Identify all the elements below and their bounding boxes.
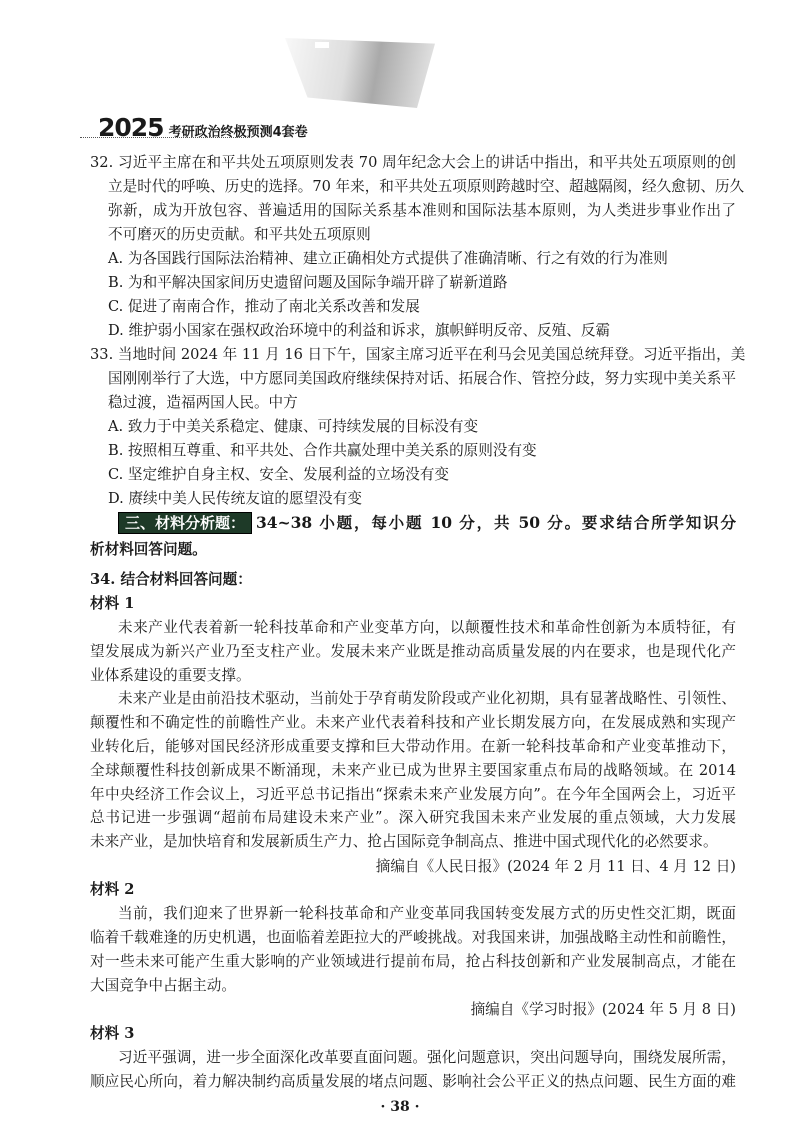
header-year: 2025	[98, 113, 164, 142]
material-text-line: 顺应民心所向，着力解决制约高质量发展的堵点问题、影响社会公平正义的热点问题、民生方面的难	[90, 1073, 736, 1090]
header-title: 考研政治终极预测4套卷	[168, 125, 308, 140]
material-label: 材料 2	[90, 881, 135, 898]
question-title: 34. 结合材料回答问题：	[90, 571, 252, 588]
material-label: 材料 3	[90, 1025, 135, 1042]
answer-option: A. 致力于中美关系稳定、健康、可持续发展的目标没有变	[108, 418, 479, 435]
material-text-line: 习近平强调，进一步全面深化改革要直面问题。强化问题意识，突出问题导向，围绕发展所需，	[118, 1049, 736, 1066]
answer-option: D. 维护弱小国家在强权政治环境中的利益和诉求，旗帜鲜明反帝、反殖、反霸	[108, 322, 611, 339]
question-stem-line: 立是时代的呼唤、历史的选择。70 年来，和平共处五项原则跨越时空、超越隔阂，经久愈韧、历久	[108, 178, 745, 195]
header-decoration	[285, 38, 435, 108]
section-instructions: 34~38 小题，每小题 10 分，共 50 分。要求结合所学知识分	[256, 513, 737, 532]
answer-option: B. 按照相互尊重、和平共处、合作共赢处理中美关系的原则没有变	[108, 442, 537, 459]
material-text-line: 未来产业代表着新一轮科技革命和产业变革方向，以颠覆性技术和革命性创新为本质特征，有	[118, 619, 736, 636]
question-stem-line: 32. 习近平主席在和平共处五项原则发表 70 周年纪念大会上的讲话中指出，和平共处五项原则的创	[90, 154, 736, 171]
section-instructions-cont: 析材料回答问题。	[90, 541, 207, 558]
header-decoration-mark	[315, 42, 329, 48]
question-stem-line: 不可磨灭的历史贡献。和平共处五项原则	[108, 226, 371, 243]
material-text-line: 年中央经济工作会议上，习近平总书记指出“探索未来产业发展方向”。在今年全国两会上，习近平	[90, 785, 736, 803]
material-text-line: 当前，我们迎来了世界新一轮科技革命和产业变革同我国转变发展方式的历史性交汇期，既面	[118, 905, 736, 922]
material-text-line: 颠覆性和不确定性的前瞻性产业。未来产业代表着科技和产业长期发展方向，在发展成熟和实现产	[90, 714, 736, 732]
answer-option: D. 赓续中美人民传统友谊的愿望没有变	[108, 490, 362, 507]
page-number: · 38 ·	[380, 1099, 420, 1115]
answer-option: B. 为和平解决国家间历史遗留问题及国际争端开辟了崭新道路	[108, 274, 508, 291]
material-text-line: 未来产业，是加快培育和发展新质生产力、抢占国际竞争制高点、推进中国式现代化的必然要求。	[90, 833, 718, 851]
question-stem-line: 稳过渡，造福两国人民。中方	[108, 394, 298, 411]
header-divider	[80, 137, 250, 138]
material-source: 摘编自《学习时报》(2024 年 5 月 8 日)	[470, 1001, 736, 1018]
question-stem-line: 弥新，成为开放包容、普遍适用的国际关系基本准则和国际法基本原则，为人类进步事业作出了	[108, 202, 736, 219]
material-text-line: 临着千载难逢的历史机遇，也面临着差距拉大的严峻挑战。对我国来讲，加强战略主动性和前瞻性，	[90, 929, 736, 946]
section-tag: 三、材料分析题：	[118, 512, 252, 534]
question-stem-line: 33. 当地时间 2024 年 11 月 16 日下午，国家主席习近平在利马会见美国总统拜登。习近平指出，美	[90, 346, 746, 363]
material-text-line: 未来产业是由前沿技术驱动，当前处于孕育萌发阶段或产业化初期，具有显著战略性、引领性、	[118, 690, 736, 708]
question-stem-line: 国刚刚举行了大选，中方愿同美国政府继续保持对话、拓展合作、管控分歧，努力实现中美关系平	[108, 370, 736, 387]
answer-option: C. 坚定维护自身主权、安全、发展利益的立场没有变	[108, 466, 449, 483]
material-text-line: 大国竞争中占据主动。	[90, 977, 236, 994]
material-text-line: 总书记进一步强调“超前布局建设未来产业”。深入研究我国未来产业发展的重点领域，大力发展	[90, 809, 736, 827]
material-label: 材料 1	[90, 595, 135, 612]
material-text-line: 全球颠覆性科技创新成果不断涌现，未来产业已成为世界主要国家重点布局的战略领域。在 2014	[90, 761, 736, 779]
material-text-line: 业转化后，能够对国民经济形成重要支撑和巨大带动作用。在新一轮科技革命和产业变革推动下，	[90, 738, 736, 755]
material-text-line: 业体系建设的重要支撑。	[90, 666, 251, 684]
answer-option: A. 为各国践行国际法治精神、建立正确相处方式提供了准确清晰、行之有效的行为准则	[108, 250, 668, 267]
material-text-line: 望发展成为新兴产业乃至支柱产业。发展未来产业既是推动高质量发展的内在要求，也是现代化产	[90, 642, 736, 660]
answer-option: C. 促进了南南合作，推动了南北关系改善和发展	[108, 298, 420, 315]
material-text-line: 对一些未来可能产生重大影响的产业领域进行提前布局，抢占科技创新和产业发展制高点，才能在	[90, 953, 736, 970]
section-three-heading	[118, 512, 736, 534]
material-source: 摘编自《人民日报》(2024 年 2 月 11 日、4 月 12 日)	[375, 858, 736, 875]
